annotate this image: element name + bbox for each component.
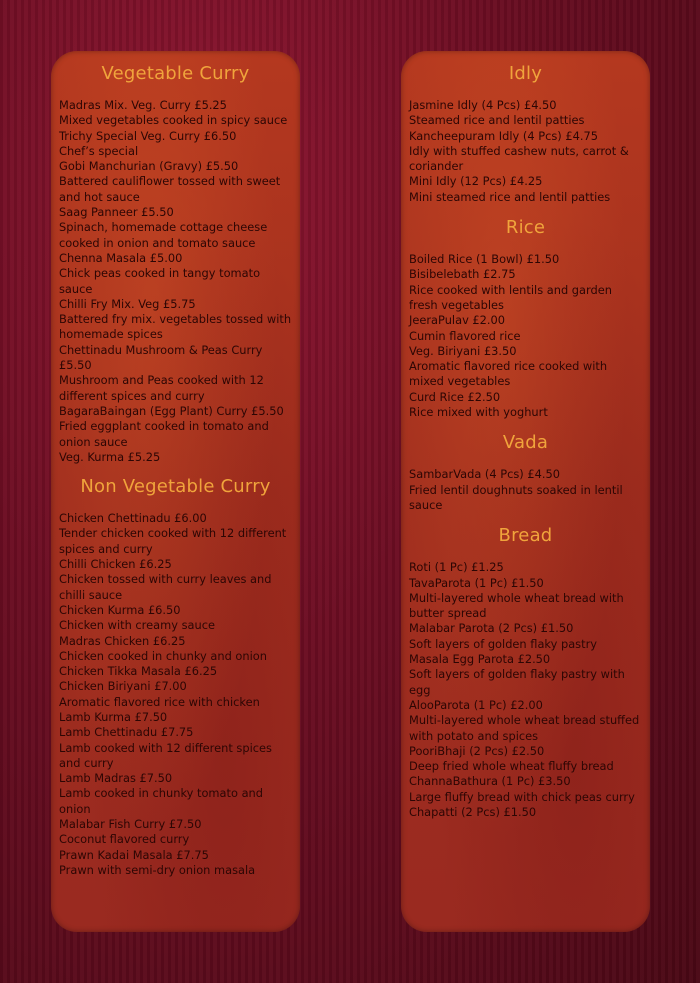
menu-item-name: Chenna Masala £5.00 — [59, 250, 183, 265]
menu-item — [59, 634, 292, 665]
menu-item-name: Lamb Chettinadu £7.75 — [59, 725, 194, 740]
menu-item — [409, 313, 642, 344]
menu-item-name: Roti (1 Pc) £1.25 — [409, 560, 504, 575]
menu-item — [409, 390, 642, 421]
menu-item-name: Masala Egg Parota £2.50 — [409, 652, 551, 667]
menu-item-description: Mixed vegetables cooked in spicy sauce — [59, 113, 288, 128]
menu-item-name: Chilli Fry Mix. Veg £5.75 — [59, 296, 196, 311]
menu-item-name: AlooParota (1 Pc) £2.00 — [409, 697, 543, 712]
menu-item — [409, 774, 642, 805]
menu-item-description: Battered cauliflower tossed with sweet and hot sauce — [59, 174, 281, 204]
menu-item-name: Trichy Special Veg. Curry £6.50 — [59, 128, 237, 143]
section-title-vada: Vada — [502, 432, 549, 454]
menu-item — [59, 848, 292, 879]
menu-item — [409, 98, 642, 129]
menu-item-description: Multi-layered whole wheat bread with butter spread — [409, 590, 624, 621]
menu-item-name: Veg. Kurma £5.25 — [59, 449, 161, 464]
menu-item — [59, 603, 292, 634]
menu-item — [409, 467, 642, 513]
menu-item-description: Chef’s special — [59, 143, 139, 158]
menu-item-description: Deep fried whole wheat fluffy bread — [409, 759, 614, 774]
menu-panel-right — [401, 51, 650, 932]
menu-item — [59, 205, 292, 251]
menu-item-name: Chicken Tikka Masala £6.25 — [59, 664, 218, 679]
menu-item — [59, 664, 292, 679]
menu-item-name: ChannaBathura (1 Pc) £3.50 — [409, 774, 571, 789]
menu-item-name: Chicken Biriyani £7.00 — [59, 679, 187, 694]
items-bread — [409, 560, 642, 820]
menu-item-description: Rice cooked with lentils and garden fresh vegetables — [409, 282, 612, 312]
menu-item — [59, 98, 292, 129]
menu-item — [59, 343, 292, 404]
menu-item-description: Soft layers of golden flaky pastry with egg — [409, 667, 625, 697]
menu-item-description: Lamb cooked in chunky tomato and onion — [59, 786, 263, 816]
menu-item — [59, 817, 292, 848]
menu-item-description: Coconut flavored curry — [59, 832, 190, 847]
menu-item-description: Fried lentil doughnuts soaked in lentil sauce — [409, 482, 623, 512]
section-rice — [409, 216, 642, 420]
section-title-idly: Idly — [508, 63, 543, 84]
menu-item-description: Chicken tossed with curry leaves and chilli sauce — [59, 572, 272, 602]
section-vada — [409, 431, 642, 513]
menu-item-description: Cumin flavored rice — [409, 328, 521, 343]
menu-item-name: Chettinadu Mushroom & Peas Curry £5.50 — [59, 342, 263, 373]
menu-item-description: Mini steamed rice and lentil patties — [409, 189, 611, 204]
menu-item — [409, 129, 642, 175]
menu-item-name: Kancheepuram Idly (4 Pcs) £4.75 — [409, 128, 598, 143]
menu-item-description: Steamed rice and lentil patties — [409, 113, 585, 128]
items-vada — [409, 467, 642, 513]
menu-item-description: Spinach, homemade cottage cheese cooked in onion and tomato sauce — [59, 220, 268, 250]
menu-item-name: Malabar Parota (2 Pcs) £1.50 — [409, 621, 574, 636]
menu-item — [59, 159, 292, 205]
menu-item — [59, 725, 292, 771]
menu-item — [59, 511, 292, 557]
menu-item-description: Idly with stuffed cashew nuts, carrot & coriander — [409, 143, 629, 174]
menu-item-description: Soft layers of golden flaky pastry — [409, 636, 598, 651]
menu-item — [59, 297, 292, 343]
menu-item — [59, 404, 292, 450]
menu-item-name: BagaraBaingan (Egg Plant) Curry £5.50 — [59, 403, 284, 418]
menu-item — [59, 710, 292, 725]
menu-item — [59, 557, 292, 603]
menu-item-description: Rice mixed with yoghurt — [409, 405, 548, 420]
section-title-non-vegetable-curry: Non Vegetable Curry — [80, 476, 271, 498]
menu-item-name: Curd Rice £2.50 — [409, 389, 501, 404]
menu-item-description: Aromatic flavored rice cooked with mixed vegetables — [409, 359, 608, 389]
menu-item — [59, 679, 292, 710]
menu-item-name: Chicken Chettinadu £6.00 — [59, 511, 207, 526]
section-bread — [409, 524, 642, 820]
menu-item-description: Lamb cooked with 12 different spices and curry — [59, 740, 272, 770]
menu-item — [409, 621, 642, 652]
section-title-rice: Rice — [505, 217, 546, 239]
menu-item — [409, 805, 642, 820]
menu-item — [59, 771, 292, 817]
menu-item-name: Mini Idly (12 Pcs) £4.25 — [409, 174, 543, 189]
menu-item-description: Tender chicken cooked with 12 different spices and curry — [59, 526, 287, 556]
section-title-bread: Bread — [498, 525, 553, 547]
menu-item — [409, 252, 642, 267]
menu-item-name: Veg. Biriyani £3.50 — [409, 343, 517, 358]
items-idly — [409, 98, 642, 205]
menu-item-name: Gobi Manchurian (Gravy) £5.50 — [59, 159, 239, 174]
menu-item-description: Mushroom and Peas cooked with 12 different spices and curry — [59, 373, 264, 403]
menu-item-name: TavaParota (1 Pc) £1.50 — [409, 575, 544, 590]
menu-item-description: Large fluffy bread with chick peas curry — [409, 789, 635, 804]
menu-item-name: SambarVada (4 Pcs) £4.50 — [409, 467, 560, 482]
menu-item-name: PooriBhaji (2 Pcs) £2.50 — [409, 743, 545, 758]
menu-item-description: Prawn with semi-dry onion masala — [59, 862, 256, 877]
menu-item-name: Lamb Kurma £7.50 — [59, 709, 168, 724]
menu-item — [409, 576, 642, 622]
menu-item — [59, 450, 292, 465]
items-non-vegetable-curry — [59, 511, 292, 878]
menu-item-name: Chapatti (2 Pcs) £1.50 — [409, 804, 537, 819]
menu-item-name: JeeraPulav £2.00 — [409, 313, 506, 328]
menu-item-name: Malabar Fish Curry £7.50 — [59, 817, 202, 832]
menu-item-name: Madras Mix. Veg. Curry £5.25 — [59, 98, 227, 112]
menu-panel-left — [51, 51, 300, 932]
menu-item — [409, 267, 642, 313]
menu-item — [409, 560, 642, 575]
menu-item-description: Battered fry mix. vegetables tossed with homemade spices — [59, 312, 292, 342]
section-vegetable-curry — [59, 62, 292, 465]
menu-item — [409, 744, 642, 775]
menu-item — [409, 698, 642, 744]
section-title-vegetable-curry: Vegetable Curry — [101, 63, 250, 84]
menu-item-name: Jasmine Idly (4 Pcs) £4.50 — [409, 98, 557, 112]
items-vegetable-curry — [59, 98, 292, 465]
menu-item-name: Chilli Chicken £6.25 — [59, 557, 172, 572]
menu-item — [409, 174, 642, 205]
menu-item-name: Boiled Rice (1 Bowl) £1.50 — [409, 252, 560, 267]
menu-item-name: Lamb Madras £7.50 — [59, 771, 173, 786]
menu-item-description: Aromatic flavored rice with chicken — [59, 694, 260, 709]
items-rice — [409, 252, 642, 420]
menu-item-description: Multi-layered whole wheat bread stuffed with potato and spices — [409, 713, 640, 743]
menu-item — [409, 652, 642, 698]
menu-item — [409, 344, 642, 390]
menu-item-description: Chick peas cooked in tangy tomato sauce — [59, 266, 261, 296]
menu-item-description: Chicken cooked in chunky and onion — [59, 648, 267, 663]
menu-item-description: Chicken with creamy sauce — [59, 618, 215, 633]
menu-item-name: Saag Panneer £5.50 — [59, 205, 174, 220]
menu-item-name: Chicken Kurma £6.50 — [59, 602, 181, 617]
menu-item — [59, 251, 292, 297]
section-non-vegetable-curry — [59, 475, 292, 878]
menu-item — [59, 129, 292, 160]
menu-item-name: Madras Chicken £6.25 — [59, 633, 186, 648]
section-idly — [409, 62, 642, 205]
menu-item-name: Bisibelebath £2.75 — [409, 267, 516, 282]
menu-item-description: Fried eggplant cooked in tomato and onion sauce — [59, 419, 269, 449]
menu-item-name: Prawn Kadai Masala £7.75 — [59, 847, 209, 862]
